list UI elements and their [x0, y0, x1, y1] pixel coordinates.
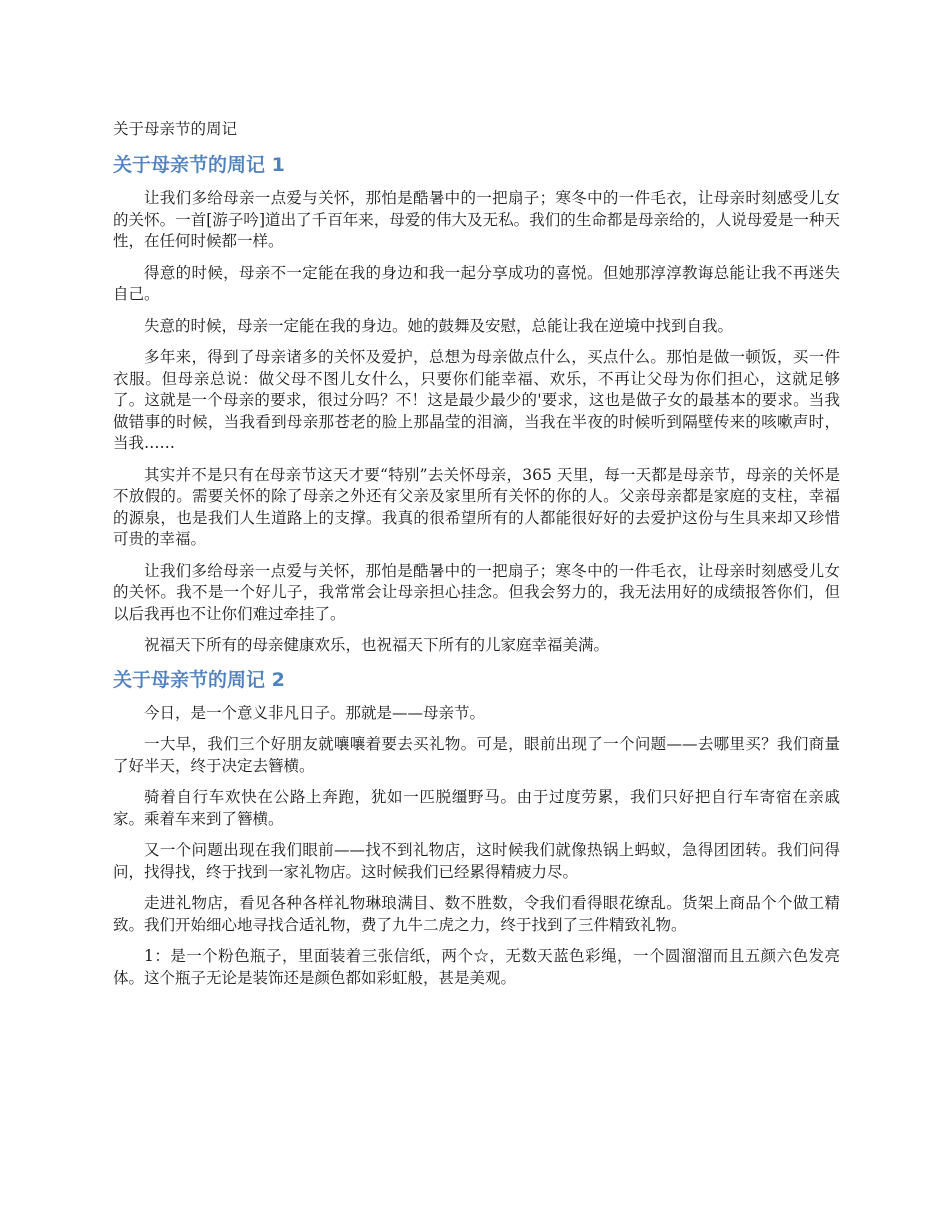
paragraph: 得意的时候，母亲不一定能在我的身边和我一起分享成功的喜悦。但她那淳淳教诲总能让我不再迷失自己。 — [113, 263, 840, 303]
paragraph: 一大早，我们三个好朋友就嚷嚷着要去买礼物。可是，眼前出现了一个问题——去哪里买？我们商量了好半天，终于决定去簪横。 — [113, 735, 840, 775]
paragraph: 让我们多给母亲一点爱与关怀，那怕是酷暑中的一把扇子；寒冬中的一件毛衣，让母亲时刻感受儿女的关怀。我不是一个好儿子，我常常会让母亲担心挂念。但我会努力的，我无法用好的成绩报答你们，但以后我再也不让你们难过牵挂了。 — [113, 561, 840, 623]
paragraph: 又一个问题出现在我们眼前——找不到礼物店，这时候我们就像热锅上蚂蚁，急得团团转。我们问得问，找得找，终于找到一家礼物店。这时候我们已经累得精疲力尽。 — [113, 841, 840, 881]
paragraph: 其实并不是只有在母亲节这天才要“特别”去关怀母亲，365 天里，每一天都是母亲节，母亲的关怀是不放假的。需要关怀的除了母亲之外还有父亲及家里所有关怀的你的人。父亲母亲都是家庭的支柱，幸福的源泉，也是我们人生道路上的支撑。我真的很希望所有的人都能很好好的去爱护这份与生具来却又珍惜可贵的幸福。 — [113, 465, 840, 548]
section-heading: 关于母亲节的周记 1 — [113, 154, 285, 176]
document-page — [113, 118, 840, 999]
section-1 — [113, 152, 840, 657]
section-heading: 关于母亲节的周记 2 — [113, 668, 285, 691]
document-title: 关于母亲节的周记 — [113, 120, 238, 138]
paragraph: 今日，是一个意义非凡日子。那就是——母亲节。 — [144, 703, 486, 722]
paragraph: 骑着自行车欢快在公路上奔跑，犹如一匹脱缰野马。由于过度劳累，我们只好把自行车寄宿在亲戚家。乘着车来到了簪横。 — [113, 788, 840, 828]
paragraph: 祝福天下所有的母亲健康欢乐，也祝福天下所有的儿家庭幸福美满。 — [144, 636, 610, 654]
section-2 — [113, 667, 840, 990]
paragraph: 失意的时候，母亲一定能在我的身边。她的鼓舞及安慰，总能让我在逆境中找到自我。 — [144, 316, 734, 335]
paragraph: 让我们多给母亲一点爱与关怀，那怕是酷暑中的一把扇子；寒冬中的一件毛衣，让母亲时刻感受儿女的关怀。一首[游子吟]道出了千百年来，母爱的伟大及无私。我们的生命都是母亲给的，人说母爱是一种天性，在任何时候都一样。 — [113, 189, 840, 250]
paragraph: 1：是一个粉色瓶子，里面装着三张信纸，两个☆，无数天蓝色彩绳，一个圆溜溜而且五颜六色发亮体。这个瓶子无论是装饰还是颜色都如彩虹般，甚是美观。 — [113, 947, 840, 987]
paragraph: 走进礼物店，看见各种各样礼物琳琅满目、数不胜数，令我们看得眼花缭乱。货架上商品个个做工精致。我们开始细心地寻找合适礼物，费了九牛二虎之力，终于找到了三件精致礼物。 — [113, 894, 840, 934]
paragraph: 多年来，得到了母亲诸多的关怀及爱护，总想为母亲做点什么，买点什么。那怕是做一顿饭，买一件衣服。但母亲总说：做父母不图儿女什么，只要你们能幸福、欢乐，不再让父母为你们担心，这就足够了。这就是一个母亲的要求，很过分吗？不！这是最少最少的'要求，这也是做子女的最基本的要求。当我做错事的时候，当我看到母亲那苍老的脸上那晶莹的泪滴，当我在半夜的时候听到隔壁传来的咳嗽声时，当我…… — [113, 348, 840, 452]
